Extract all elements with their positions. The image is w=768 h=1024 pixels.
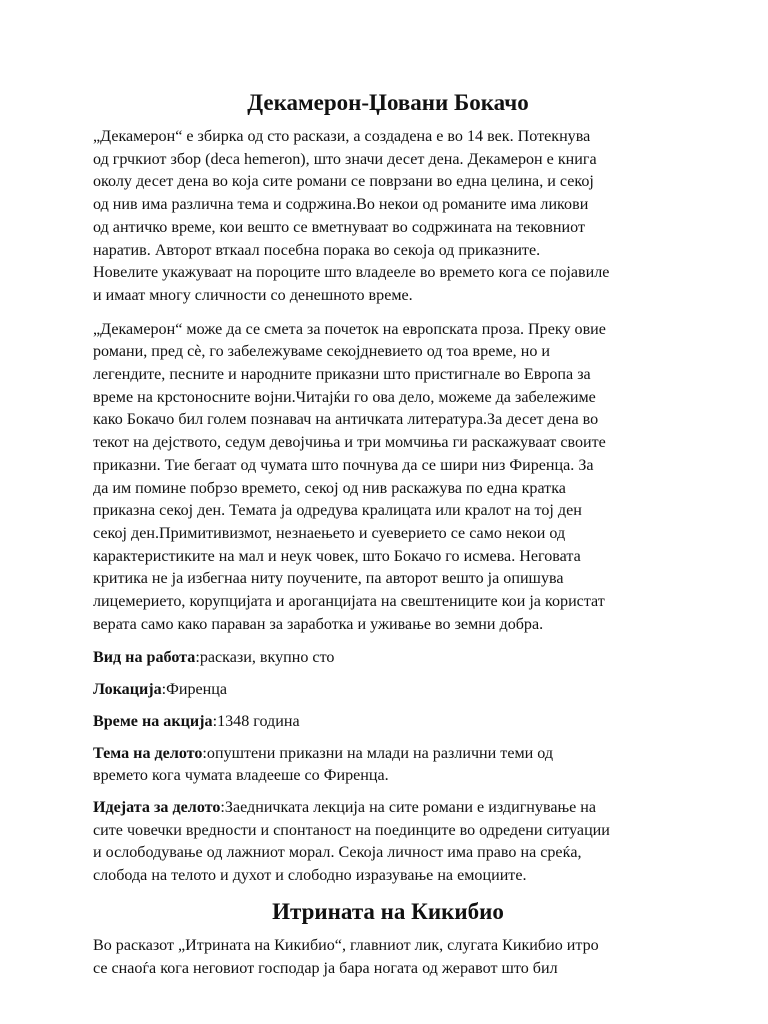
text-line: да им помине побрзо времето, секој од нив раскажува по една кратка (93, 479, 566, 497)
paragraph-intro (93, 126, 683, 308)
field-idea (93, 797, 683, 888)
text-line: легендите, песните и народните приказни што пристигнале во Европа за (93, 366, 591, 384)
paragraph-story (93, 935, 683, 980)
document-page (93, 88, 683, 991)
text-line: приказна секој ден. Темата ја одредува кралицата или кралот на тој ден (93, 502, 582, 520)
text-line: од грчкиот збор (deca hemeron), што значи десет дена. Декамерон е книга (93, 150, 597, 168)
field-label: Тема на делото (93, 744, 203, 762)
field-value-line: и ослободување од лажниот морал. Секоја личност има право на среќа, (93, 844, 582, 862)
text-line: Во расказот „Итрината на Кикибио“, главниот лик, слугата Кикибио итро (93, 936, 599, 954)
text-line: карактеристиките на мал и неук човек, што Бокачо го исмева. Неговата (93, 547, 581, 565)
text-line: и имаат многу сличности со денешното време. (93, 286, 413, 304)
field-separator: : (195, 649, 200, 667)
field-value-line: сите човечки вредности и спонтаност на поединците во одредени ситуации (93, 821, 610, 839)
text-line: се снаоѓа кога неговиот господар ја бара ногата од жеравот што бил (93, 959, 558, 977)
field-separator: : (161, 681, 167, 699)
field-value: Заедничката лекција на сите романи е издигнување на (224, 798, 597, 816)
field-value-line: времето кога чумата владееше со Фиренца. (93, 767, 389, 785)
text-line: како Бокачо бил голем познавач на античката литература.За десет дена во (93, 411, 599, 429)
text-line: текот на дејството, седум девојчиња и три момчиња ги раскажуваат своите (93, 434, 606, 452)
text-line: време на крстоносните војни.Читајќи го ова дело, можеме да забележиме (93, 388, 596, 406)
text-line: приказни. Тие бегаат од чумата што почнува да се шири низ Фиренца. За (93, 456, 594, 474)
text-line: Новелите укажуваат на пороците што владееле во времето кога се појавиле (93, 264, 610, 282)
field-separator: : (212, 712, 218, 730)
text-line: романи, пред сè, го забележуваме секојдневието од тоа време, но и (93, 343, 551, 361)
text-line: од нив има различна тема и содржина.Во некои од романите има ликови (93, 196, 589, 214)
field-location (93, 679, 683, 702)
field-separator: : (202, 744, 207, 762)
document-title: Декамерон-Џовани Бокачо (247, 90, 529, 115)
field-label: Идејата за делото (93, 798, 221, 816)
field-time (93, 711, 683, 734)
text-line: критика не ја избегнаа ниту поучените, па авторот вешто ја опишува (93, 570, 564, 588)
text-line: „Декамерон“ е збирка од сто раскази, а создадена е во 14 век. Потекнува (93, 128, 591, 145)
paragraph-analysis (93, 319, 683, 637)
text-line: од античко време, кои вешто се вметнуваат во содржината на тековниот (93, 218, 585, 236)
field-value: раскази, вкупно сто (199, 649, 335, 667)
text-line: верата само како параван за заработка и уживање во земни добра. (93, 615, 544, 633)
field-label: Локација (93, 681, 162, 699)
field-work-type (93, 647, 683, 670)
field-value: 1348 година (217, 712, 300, 730)
text-line: „Декамерон“ може да се смета за почеток на европската проза. Преку овие (93, 320, 606, 338)
field-label: Време на акција (93, 712, 213, 730)
text-line: наратив. Авторот вткаал посебна порака во секоја од приказните. (93, 241, 541, 259)
text-line: околу десет дена во која сите романи се поврзани во една целина, и секој (93, 173, 594, 191)
field-separator: : (220, 798, 225, 816)
text-line: секој ден.Примитивизмот, незнаењето и суеверието се само некои од (93, 524, 566, 542)
field-label: Вид на работа (93, 649, 196, 667)
field-value: опуштени приказни на млади на различни теми од (206, 744, 554, 762)
field-value: Фиренца (166, 681, 228, 699)
section-title: Итрината на Кикибио (272, 898, 504, 924)
field-theme (93, 743, 683, 788)
field-value-line: слобода на телото и духот и слободно изразување на емоциите. (93, 867, 527, 885)
text-line: лицемерието, корупцијата и ароганцијата на свештениците кои ја користат (93, 593, 605, 611)
